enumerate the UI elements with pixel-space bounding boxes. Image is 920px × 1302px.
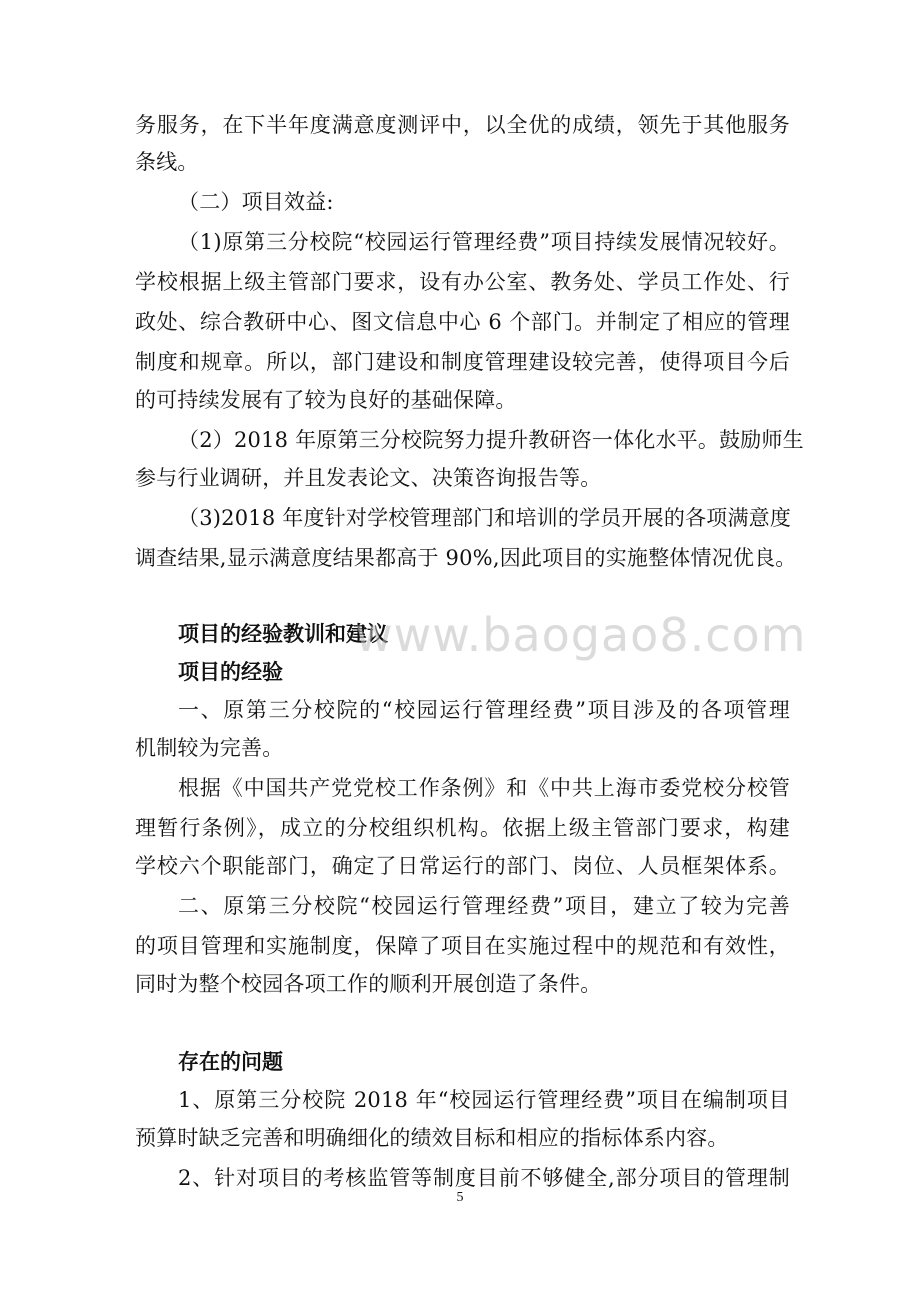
body-line: 学校根据上级主管部门要求，设有办公室、教务处、学员工作处、行 [135,270,790,294]
page-number: 5 [456,1190,464,1205]
body-line: 二、原第三分校院“校园运行管理经费”项目，建立了较为完善 [178,894,790,918]
body-line: 机制较为完善。 [135,736,284,760]
body-line: 一、原第三分校院的“校园运行管理经费”项目涉及的各项管理 [178,698,790,722]
watermark: www.baogao8.com [355,608,807,662]
body-line: 预算时缺乏完善和明确细化的绩效目标和相应的指标体系内容。 [135,1126,729,1150]
body-line: 1、原第三分校院 2018 年“校园运行管理经费”项目在编制项目 [178,1088,790,1112]
body-line: 调查结果,显示满意度结果都高于 90%,因此项目的实施整体情况优良。 [135,546,797,570]
body-line: （3)2018 年度针对学校管理部门和培训的学员开展的各项满意度 [178,506,792,530]
body-line: 制度和规章。所以，部门建设和制度管理建设较完善，使得项目今后 [135,350,790,374]
body-line: （2）2018 年原第三分校院努力提升教研咨一体化水平。鼓励师生 [178,428,804,452]
body-line: （1)原第三分校院“校园运行管理经费”项目持续发展情况较好。 [178,230,790,254]
heading-problems: 存在的问题 [178,1050,283,1074]
body-line: 学校六个职能部门，确定了日常运行的部门、岗位、人员框架体系。 [135,854,790,878]
body-line: 的可持续发展有了较为良好的基础保障。 [135,388,517,412]
section-subtitle: （二）项目效益: [178,190,334,214]
body-line: 同时为整个校园各项工作的顺利开展创造了条件。 [135,972,602,996]
body-line: 的项目管理和实施制度，保障了项目在实施过程中的规范和有效性， [135,934,790,958]
heading-experience-and-suggestions: 项目的经验教训和建议 [178,622,388,646]
body-line: 务服务，在下半年度满意度测评中，以全优的成绩，领先于其他服务 [135,113,790,137]
body-line: 2、针对项目的考核监管等制度目前不够健全,部分项目的管理制 [178,1166,790,1190]
body-line: 条线。 [135,150,199,174]
body-line: 参与行业调研，并且发表论文、决策咨询报告等。 [135,466,602,490]
body-line: 理暂行条例》，成立的分校组织机构。依据上级主管部门要求，构建 [135,816,790,840]
heading-experience: 项目的经验 [178,660,283,684]
body-line: 政处、综合教研中心、图文信息中心 6 个部门。并制定了相应的管理 [135,310,790,334]
body-line: 根据《中国共产党党校工作条例》和《中共上海市委党校分校管 [178,776,790,800]
